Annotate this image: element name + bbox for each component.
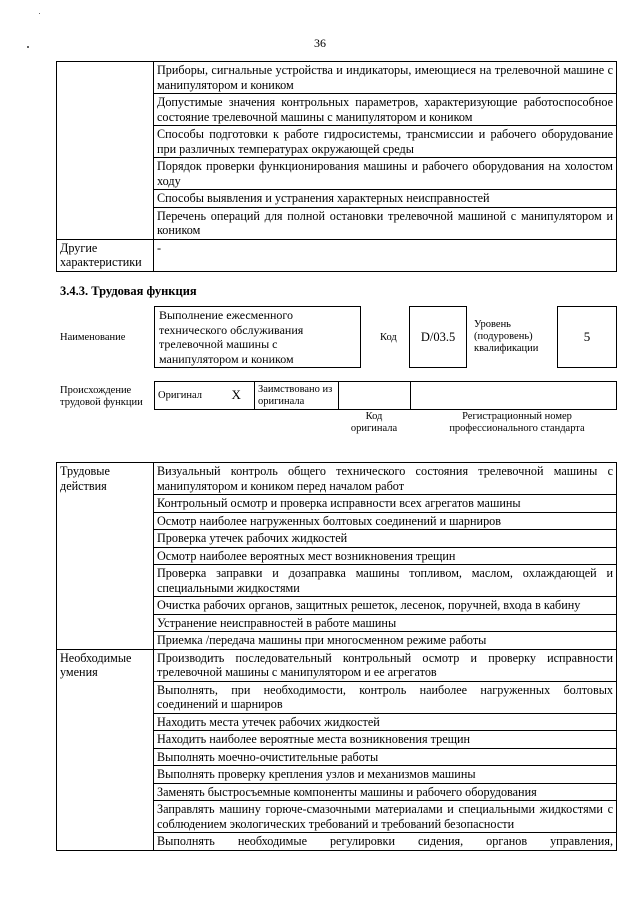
skill-item: Выполнять необходимые регулировки сидения, органов управления, — [154, 833, 617, 851]
category-cell — [57, 62, 154, 240]
knowledge-item: Приборы, сигнальные устройства и индикаторы, имеющиеся на трелевочной машине с манипулятором и коником — [154, 62, 617, 94]
knowledge-item: Способы подготовки к работе гидросистемы, трансмиссии и рабочего оборудование при различных температурах окружающей среды — [154, 126, 617, 158]
page-number: 36 — [314, 36, 326, 50]
level-value-box — [557, 306, 617, 368]
action-item: Приемка /передача машины при многосменном режиме работы — [154, 632, 617, 650]
action-item: Осмотр наиболее вероятных мест возникновения трещин — [154, 547, 617, 565]
scan-speck — [39, 13, 40, 14]
function-table — [56, 462, 617, 851]
skill-item: Производить последовательный контрольный осмотр и проверку исправности трелевочной машины с манипулятором и ее агрегатов — [154, 649, 617, 681]
reg-number-caption: Регистрационный номер профессионального стандарта — [449, 411, 585, 434]
code-value: D/03.5 — [420, 330, 456, 344]
action-item: Очистка рабочих органов, защитных решеток, лесенок, поручней, входа в кабину — [154, 597, 617, 615]
knowledge-item: Допустимые значения контрольных параметров, характеризующие работоспособное состояние трелевочной машины с манипулятором и коником — [154, 94, 617, 126]
origin-label: Происхождение трудовой функции — [60, 385, 143, 408]
level-label: Уровень (подуровень) квалификации — [474, 319, 539, 354]
knowledge-item: Способы выявления и устранения характерных неисправностей — [154, 190, 617, 208]
code-value-box — [409, 306, 467, 368]
action-item: Проверка утечек рабочих жидкостей — [154, 530, 617, 548]
action-item: Визуальный контроль общего технического состояния трелевочной машины с манипулятором и коником перед началом работ — [154, 463, 617, 495]
skills-label: Необходимые умения — [57, 649, 154, 850]
reg-number-cell — [411, 382, 617, 410]
original-label: Оригинал — [155, 382, 219, 410]
knowledge-item: Перечень операций для полной остановки трелевочной машиной с манипулятором и коником — [154, 207, 617, 239]
knowledge-table — [56, 61, 617, 272]
table-row — [57, 239, 617, 271]
name-value-box — [154, 306, 361, 368]
name-value: Выполнение ежесменного технического обслуживания трелевочной машины с манипулятором и коником — [159, 308, 304, 366]
table-row — [57, 62, 617, 94]
other-characteristics-label: Другие характеристики — [57, 239, 154, 271]
skill-item: Находить места утечек рабочих жидкостей — [154, 713, 617, 731]
skill-item: Находить наиболее вероятные места возникновения трещин — [154, 731, 617, 749]
borrowed-label: Заимствовано из оригинала — [255, 382, 339, 410]
original-mark: X — [219, 382, 255, 410]
action-item: Контрольный осмотр и проверка исправности всех агрегатов машины — [154, 495, 617, 513]
skill-item: Выполнять проверку крепления узлов и механизмов машины — [154, 766, 617, 784]
original-code-cell — [339, 382, 411, 410]
skill-item: Выполнять моечно-очистительные работы — [154, 748, 617, 766]
original-code-caption: Код оригинала — [350, 411, 398, 434]
table-row — [57, 463, 617, 495]
other-characteristics-value: - — [154, 239, 617, 271]
skill-item: Выполнять, при необходимости, контроль наиболее нагруженных болтовых соединений и шарниров — [154, 681, 617, 713]
origin-table — [154, 381, 617, 410]
actions-label: Трудовые действия — [57, 463, 154, 650]
code-label: Код — [380, 332, 397, 343]
name-label: Наименование — [60, 332, 126, 343]
knowledge-item: Порядок проверки функционирования машины и рабочего оборудования на холостом ходу — [154, 158, 617, 190]
action-item: Осмотр наиболее нагруженных болтовых соединений и шарниров — [154, 512, 617, 530]
action-item: Устранение неисправностей в работе машины — [154, 614, 617, 632]
action-item: Проверка заправки и дозаправка машины топливом, маслом, охлаждающей и специальными жидкостями — [154, 565, 617, 597]
table-row — [155, 382, 617, 410]
section-title: 3.4.3. Трудовая функция — [60, 284, 197, 298]
table-row — [57, 649, 617, 681]
level-value: 5 — [583, 329, 591, 344]
skill-item: Заменять быстросъемные компоненты машины и рабочего оборудования — [154, 783, 617, 801]
skill-item: Заправлять машину горюче-смазочными материалами и специальными жидкостями с соблюдением экологических требований и требований безопасности — [154, 801, 617, 833]
